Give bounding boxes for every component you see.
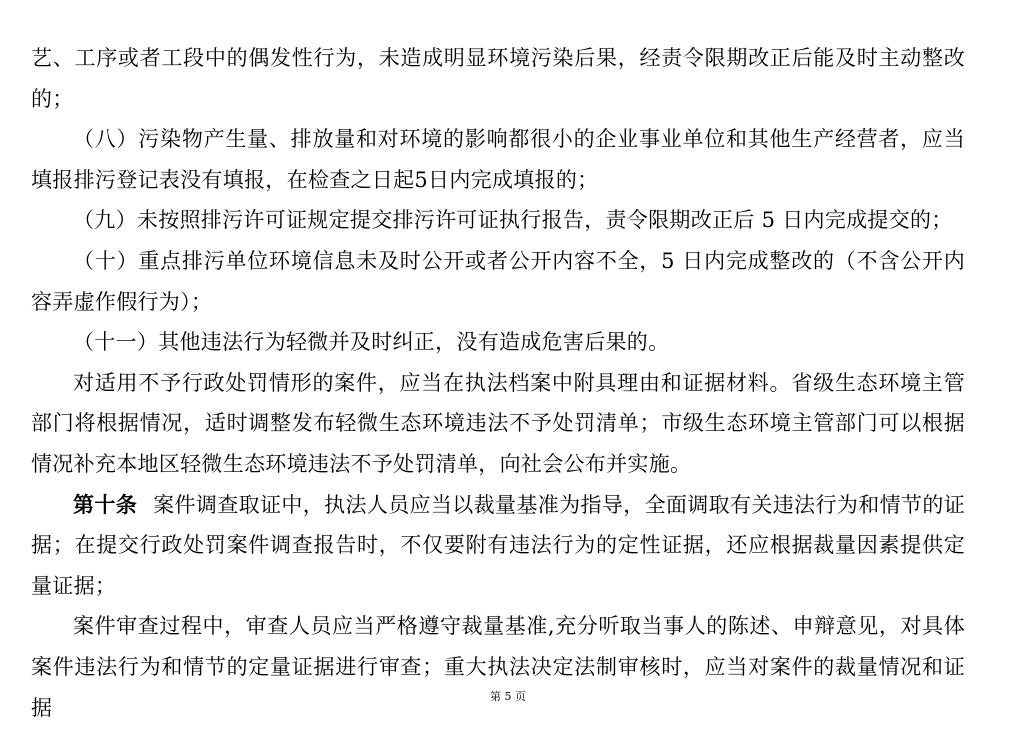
paragraph-item-9: （九）未按照排污许可证规定提交排污许可证执行报告，责令限期改正后 5 日内完成提交的； — [73, 208, 953, 233]
paragraph-item-10: （十）重点排污单位环境信息未及时公开或者公开内容不全，5 日内完成整改的（不含公开内容弄虚作假行为）； — [31, 248, 965, 314]
paragraph-no-penalty-cases: 对适用不予行政处罚情形的案件，应当在执法档案中附具理由和证据材料。省级生态环境主管部门将根据情况，适时调整发布轻微生态环境违法不予处罚清单；市级生态环境主管部门可以根据情况补充本地区轻微生态环境违法不予处罚清单，向社会公布并实施。 — [31, 370, 965, 476]
document-body — [31, 38, 965, 728]
paragraph-case-review: 案件审查过程中，审查人员应当严格遵守裁量基准,充分听取当事人的陈述、申辩意见，对具体案件违法行为和情节的定量证据进行审查；重大执法决定法制审核时，应当对案件的裁量情况和证据 — [31, 614, 965, 720]
paragraph-item-11: （十一）其他违法行为轻微并及时纠正，没有造成危害后果的。 — [73, 330, 670, 355]
article-10-label: 第十条 — [73, 492, 138, 517]
paragraph-item-8: （八）污染物产生量、排放量和对环境的影响都很小的企业事业单位和其他生产经营者，应当填报排污登记表没有填报，在检查之日起5日内完成填报的； — [31, 127, 965, 192]
paragraph-article-10 — [31, 485, 965, 607]
paragraph-continuation: 艺、工序或者工段中的偶发性行为，未造成明显环境污染后果，经责令限期改正后能及时主动整改的； — [31, 46, 965, 111]
article-10-text: 案件调查取证中，执法人员应当以裁量基准为指导，全面调取有关违法行为和情节的证据；在提交行政处罚案件调查报告时，不仅要附有违法行为的定性证据，还应根据裁量因素提供定量证据； — [31, 492, 965, 598]
page-number: 第 5 页 — [490, 690, 526, 703]
